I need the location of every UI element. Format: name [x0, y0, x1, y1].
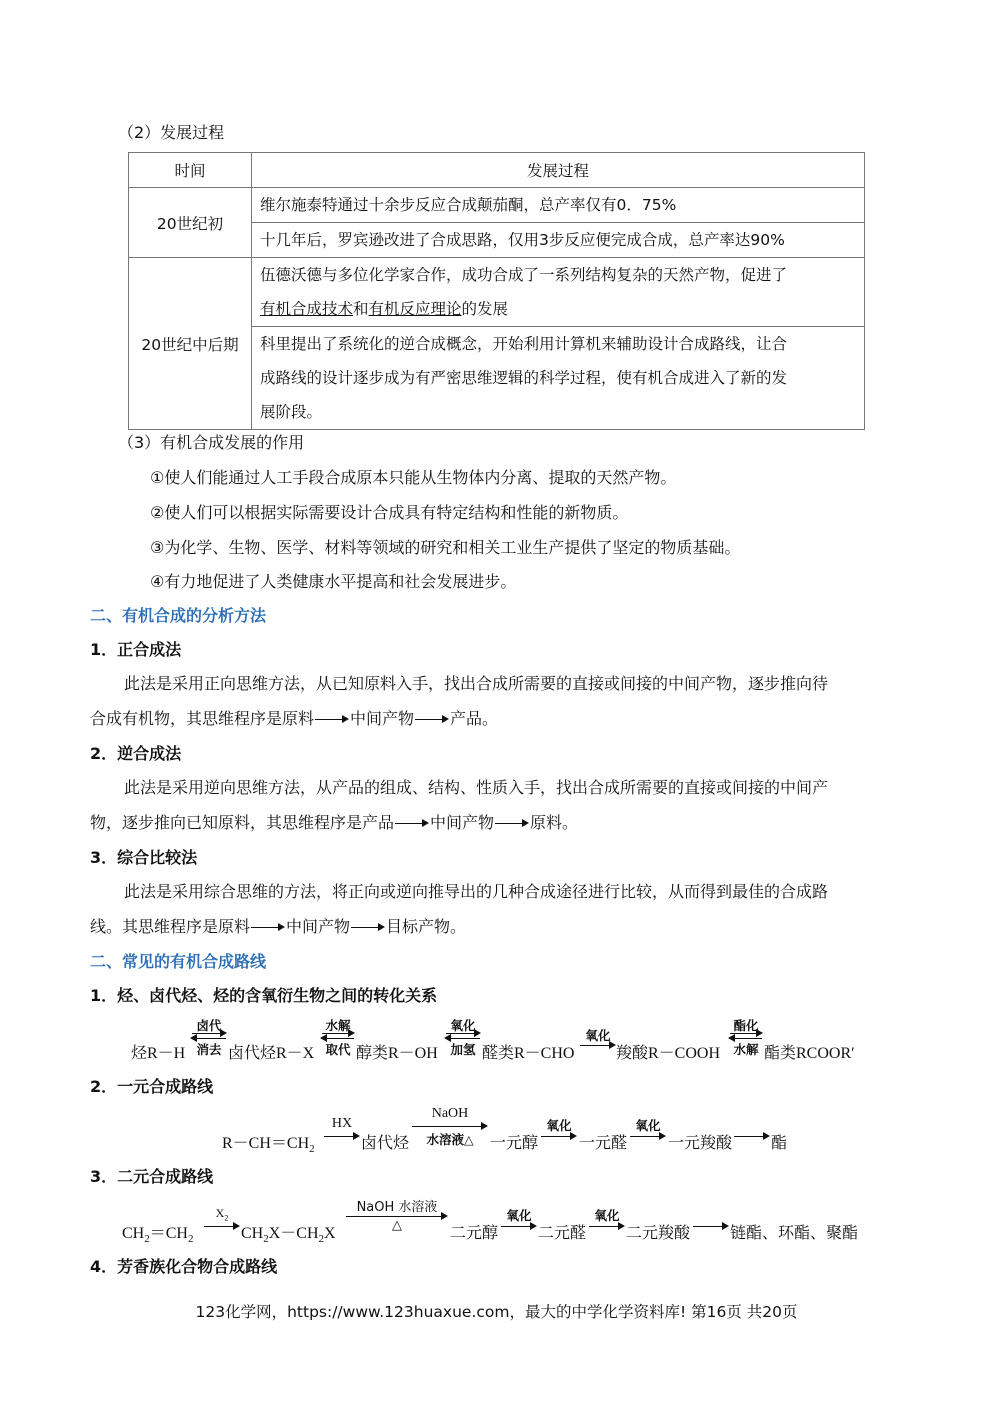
arrow-label-top: [204, 1206, 240, 1222]
species: 卤代烃R－X: [228, 1045, 315, 1062]
text-span: 产品。: [450, 709, 499, 728]
route-title: 3．二元合成路线: [90, 1167, 214, 1186]
reaction-arrow: [734, 1116, 770, 1142]
table-row: [129, 188, 865, 258]
paragraph: [90, 706, 498, 729]
subscript: 2: [309, 1143, 315, 1156]
arrow-icon: [251, 923, 285, 933]
species: 酯类RCOOR′: [764, 1045, 855, 1062]
list-item: ②使人们可以根据实际需要设计合成具有特定结构和性能的新物质。: [150, 503, 629, 522]
route-title: 1．烃、卤代烃、烃的含氧衍生物之间的转化关系: [90, 986, 438, 1005]
list-item: ①使人们能通过人工手段合成原本只能从生物体内分离、提取的天然产物。: [150, 468, 677, 487]
reaction-arrow: [501, 1206, 537, 1232]
subscript: 2: [187, 1233, 194, 1246]
reaction-arrow: [204, 1206, 240, 1232]
list-item: ④有力地促进了人类健康水平提高和社会发展进步。: [150, 572, 517, 591]
row2-time: 20世纪中后期: [129, 258, 252, 430]
row2-entry-b-line3: 展阶段。: [260, 403, 323, 421]
section-heading-development: （2）发展过程: [118, 123, 225, 142]
reversible-arrow: [190, 1016, 228, 1060]
arrow-label-top: 卤代: [196, 1018, 222, 1033]
species: [122, 1220, 193, 1245]
subscript: 2: [144, 1233, 150, 1246]
arrow-label-top: 氧化: [546, 1118, 572, 1133]
row1-time: 20世纪初: [129, 188, 252, 258]
species: 烃R－H: [131, 1045, 186, 1062]
header-time: 时间: [129, 153, 252, 188]
reversible-arrow: [320, 1016, 356, 1060]
species: [222, 1130, 315, 1155]
route-title: 2．一元合成路线: [90, 1077, 214, 1096]
development-table: [128, 152, 865, 430]
subscript: 2: [224, 1213, 229, 1223]
species: 一元羧酸: [668, 1135, 733, 1152]
subscript: 2: [318, 1233, 325, 1246]
text-span: 中间产物: [286, 917, 351, 936]
route-title: 4．芳香族化合物合成路线: [90, 1257, 278, 1276]
section-heading-routes: 二、常见的有机合成路线: [90, 952, 267, 971]
text-span: X: [324, 1225, 336, 1242]
method-title: 2．逆合成法: [90, 744, 182, 763]
species: 一元醇: [490, 1135, 539, 1152]
method-title: 1．正合成法: [90, 640, 182, 659]
text-span: X: [215, 1206, 225, 1220]
reversible-arrow: [728, 1016, 764, 1060]
arrow-label-top: 酯化: [733, 1018, 759, 1033]
reversible-arrow: [444, 1016, 482, 1060]
paragraph: 此法是采用综合思维的方法，将正向或逆向推导出的几种合成途径进行比较，从而得到最佳的合成路: [124, 882, 829, 901]
row2-entry-b-line1: 科里提出了系统化的逆合成概念，开始利用计算机来辅助设计合成路线，让合: [260, 335, 788, 353]
arrow-icon: [315, 715, 349, 725]
section-heading-analysis: 二、有机合成的分析方法: [90, 606, 267, 625]
species: 二元醇: [450, 1225, 499, 1242]
row1-entry-a: 维尔施泰特通过十余步反应合成颠茄酮，总产率仅有0．75%: [260, 196, 677, 214]
species: 一元醛: [579, 1135, 628, 1152]
text-span: 中间产物: [350, 709, 415, 728]
arrow-icon: [495, 819, 529, 829]
row2-entry-a-line2: [260, 292, 856, 326]
text-span: 物，逐步推向已知原料，其思维程序是产品: [90, 813, 395, 832]
arrow-icon: [395, 819, 429, 829]
text-span: ＝CH: [149, 1225, 188, 1242]
reaction-arrow: [324, 1116, 360, 1142]
arrow-label-bottom: △: [392, 1218, 402, 1233]
arrow-label-bottom: 取代: [325, 1042, 351, 1057]
method-title: 3．综合比较法: [90, 848, 198, 867]
reaction-arrow: [693, 1206, 729, 1232]
arrow-label-bottom: 水溶液△: [426, 1132, 474, 1147]
arrow-label-top: NaOH: [431, 1106, 469, 1121]
subscript: 2: [263, 1233, 269, 1246]
arrow-label-top: 氧化: [594, 1208, 620, 1223]
reaction-arrow: [589, 1206, 625, 1232]
arrow-icon: [415, 715, 449, 725]
species: 醇类R－OH: [356, 1045, 438, 1062]
arrow-label-top: NaOH 水溶液: [356, 1200, 438, 1215]
text-span: 目标产物。: [386, 917, 467, 936]
reaction-arrow: [346, 1196, 448, 1240]
species: 二元羧酸: [626, 1225, 691, 1242]
header-process: 发展过程: [252, 153, 865, 188]
text-span: 线。其思维程序是原料: [90, 917, 251, 936]
paragraph: 此法是采用逆向思维方法，从产品的组成、结构、性质入手，找出合成所需要的直接或间接的中间产: [124, 778, 829, 797]
text-end: 的发展: [461, 300, 509, 318]
text-span: 原料。: [530, 813, 579, 832]
species: 酯: [771, 1135, 788, 1152]
reaction-arrow: [630, 1116, 666, 1142]
arrow-label-top: 氧化: [635, 1118, 661, 1133]
species: 醛类R－CHO: [482, 1045, 575, 1062]
paragraph: 此法是采用正向思维方法，从已知原料入手，找出合成所需要的直接或间接的中间产物，逐步推向待: [124, 674, 829, 693]
text-span: 合成有机物，其思维程序是原料: [90, 709, 315, 728]
page-footer: 123化学网，https://www.123huaxue.com，最大的中学化学资料库! 第16页 共20页: [195, 1303, 798, 1321]
species: 卤代烃: [361, 1135, 410, 1152]
species: 二元醛: [538, 1225, 587, 1242]
reaction-arrow: [412, 1106, 488, 1150]
underlined-term: 有机反应理论: [368, 300, 462, 318]
table-header-row: [129, 153, 865, 188]
arrow-label-top: 水解: [325, 1018, 351, 1033]
reaction-arrow: [541, 1116, 577, 1142]
paragraph: [90, 914, 466, 937]
arrow-label-top: HX: [331, 1116, 353, 1131]
list-item: ③为化学、生物、医学、材料等领域的研究和相关工业生产提供了坚定的物质基础。: [150, 538, 741, 557]
arrow-label-top: 氧化: [585, 1028, 611, 1043]
text-span: X－CH: [268, 1225, 319, 1242]
text-span: CH: [241, 1225, 264, 1242]
reaction-arrow: [580, 1026, 616, 1052]
arrow-icon: [351, 923, 385, 933]
text-span: CH: [122, 1225, 145, 1242]
row1-entry-b: 十几年后，罗宾逊改进了合成思路，仅用3步反应便完成合成，总产率达90%: [260, 231, 785, 249]
text-span: 中间产物: [430, 813, 495, 832]
arrow-label-top: 氧化: [506, 1208, 532, 1223]
text-connector: 和: [353, 300, 369, 318]
paragraph: [90, 810, 578, 833]
row2-entry-b-line2: 成路线的设计逐步成为有严密思维逻辑的科学过程，使有机合成进入了新的发: [260, 369, 788, 387]
species: 羧酸R－COOH: [616, 1045, 721, 1062]
arrow-label-bottom: 加氢: [450, 1042, 476, 1057]
table-row: [129, 258, 865, 430]
underlined-term: 有机合成技术: [260, 300, 354, 318]
arrow-label-bottom: 消去: [196, 1042, 222, 1057]
arrow-label-top: 氧化: [450, 1018, 476, 1033]
row2-entry-a-line1: 伍德沃德与多位化学家合作，成功合成了一系列结构复杂的天然产物，促进了: [260, 266, 788, 284]
section-heading-role: （3）有机合成发展的作用: [118, 433, 305, 452]
text-span: R－CH＝CH: [222, 1135, 310, 1152]
arrow-label-bottom: 水解: [733, 1042, 759, 1057]
species: [241, 1220, 336, 1245]
species: 链酯、环酯、聚酯: [730, 1225, 859, 1242]
